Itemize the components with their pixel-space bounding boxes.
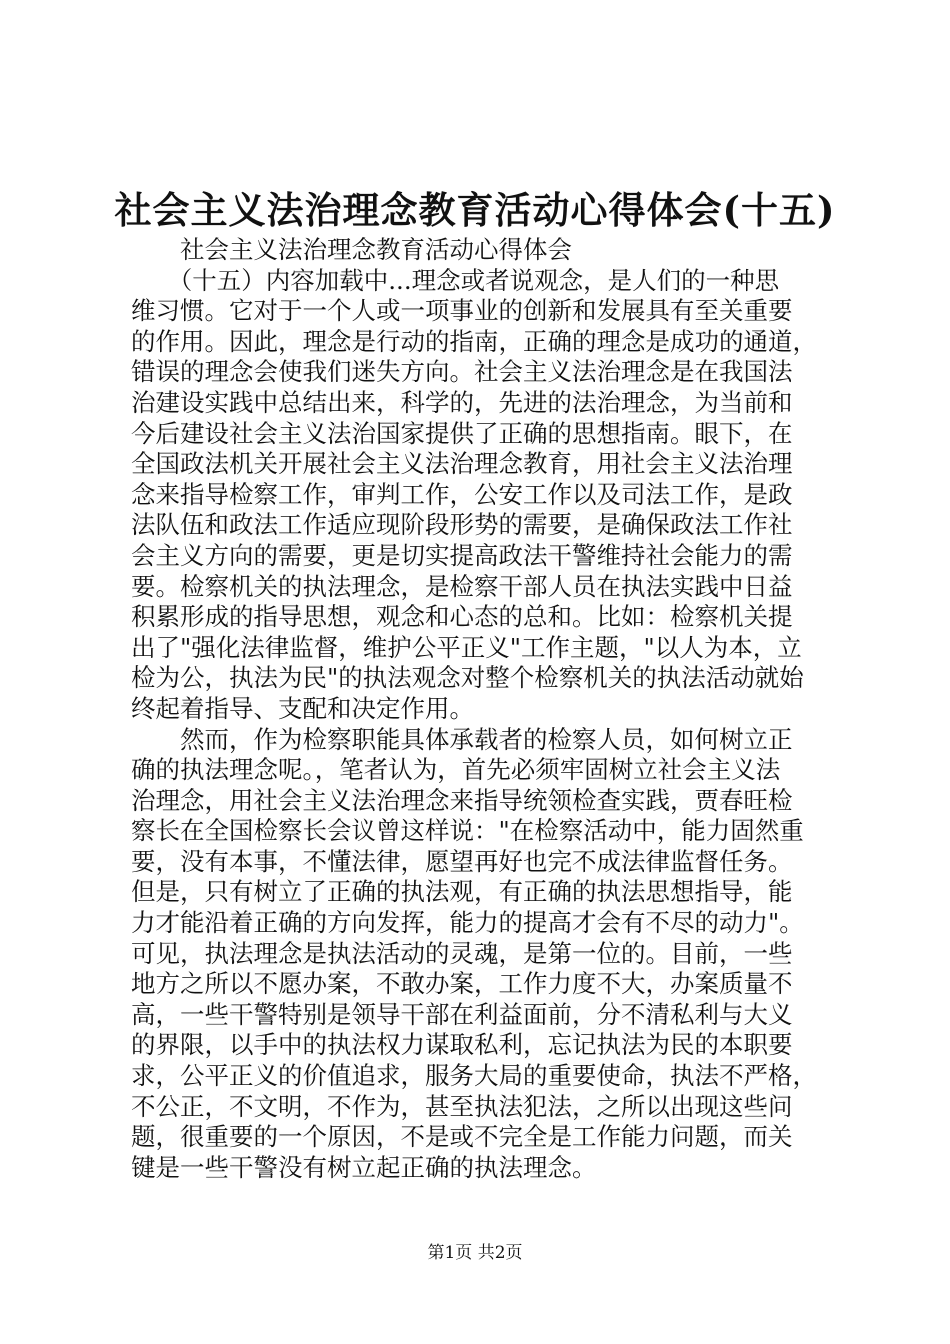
- text-line: 治建设实践中总结出来，科学的，先进的法治理念，为当前和: [131, 387, 793, 417]
- document-body: [131, 235, 831, 1183]
- text-line: 高，一些干警特别是领导干部在利益面前，分不清私利与大义: [131, 999, 793, 1029]
- text-line: 出了"强化法律监督，维护公平正义"工作主题，"以人为本，立: [131, 632, 802, 662]
- page-footer: 第1页 共2页: [427, 1243, 523, 1263]
- text-line: 确的执法理念呢。，笔者认为，首先必须牢固树立社会主义法: [131, 755, 781, 785]
- text-line: 法队伍和政法工作适应现阶段形势的需要，是确保政法工作社: [131, 510, 793, 540]
- text-line: 求，公平正义的价值追求，服务大局的重要使命，执法不严格，: [131, 1061, 817, 1091]
- text-line: 维习惯。它对于一个人或一项事业的创新和发展具有至关重要: [131, 296, 793, 326]
- text-line: 键是一些干警没有树立起正确的执法理念。: [131, 1152, 597, 1182]
- text-line: 社会主义法治理念教育活动心得体会: [131, 235, 572, 264]
- text-line: 治理念，用社会主义法治理念来指导统领检查实践，贾春旺检: [131, 785, 793, 815]
- text-line: 全国政法机关开展社会主义法治理念教育，用社会主义法治理: [131, 449, 793, 479]
- text-line: 错误的理念会使我们迷失方向。社会主义法治理念是在我国法: [131, 357, 793, 387]
- text-line: 题，很重要的一个原因，不是或不完全是工作能力问题，而关: [131, 1122, 793, 1152]
- text-line: 积累形成的指导思想，观念和心态的总和。比如：检察机关提: [131, 602, 793, 632]
- text-line: 终起着指导、支配和决定作用。: [131, 693, 474, 723]
- text-line: 的界限，以手中的执法权力谋取私利，忘记执法为民的本职要: [131, 1030, 793, 1060]
- text-line: 然而，作为检察职能具体承载者的检察人员，如何树立正: [131, 724, 793, 754]
- text-line: 要，没有本事，不懂法律，愿望再好也完不成法律监督任务。: [131, 846, 793, 876]
- text-line: 会主义方向的需要，更是切实提高政法干警维持社会能力的需: [131, 540, 793, 570]
- text-line: 可见，执法理念是执法活动的灵魂，是第一位的。目前，一些: [131, 938, 793, 968]
- text-line: 检为公，执法为民"的执法观念对整个检察机关的执法活动就始: [131, 663, 804, 693]
- text-line: 的作用。因此，理念是行动的指南，正确的理念是成功的通道，: [131, 326, 817, 356]
- document-title: 社会主义法治理念教育活动心得体会(十五): [114, 188, 836, 232]
- text-line: 要。检察机关的执法理念，是检察干部人员在执法实践中日益: [131, 571, 793, 601]
- text-line: 念来指导检察工作，审判工作，公安工作以及司法工作，是政: [131, 479, 793, 509]
- text-line: 察长在全国检察长会议曾这样说："在检察活动中，能力固然重: [131, 816, 804, 846]
- text-line: 今后建设社会主义法治国家提供了正确的思想指南。眼下，在: [131, 418, 793, 448]
- text-line: 地方之所以不愿办案，不敢办案，工作力度不大，办案质量不: [131, 969, 793, 999]
- text-line: （十五）内容加载中...理念或者说观念，是人们的一种思: [131, 265, 780, 295]
- text-line: 但是，只有树立了正确的执法观，有正确的执法思想指导，能: [131, 877, 793, 907]
- text-line: 不公正，不文明，不作为，甚至执法犯法，之所以出现这些问: [131, 1091, 793, 1121]
- text-line: 力才能沿着正确的方向发挥，能力的提高才会有不尽的动力"。: [131, 908, 804, 938]
